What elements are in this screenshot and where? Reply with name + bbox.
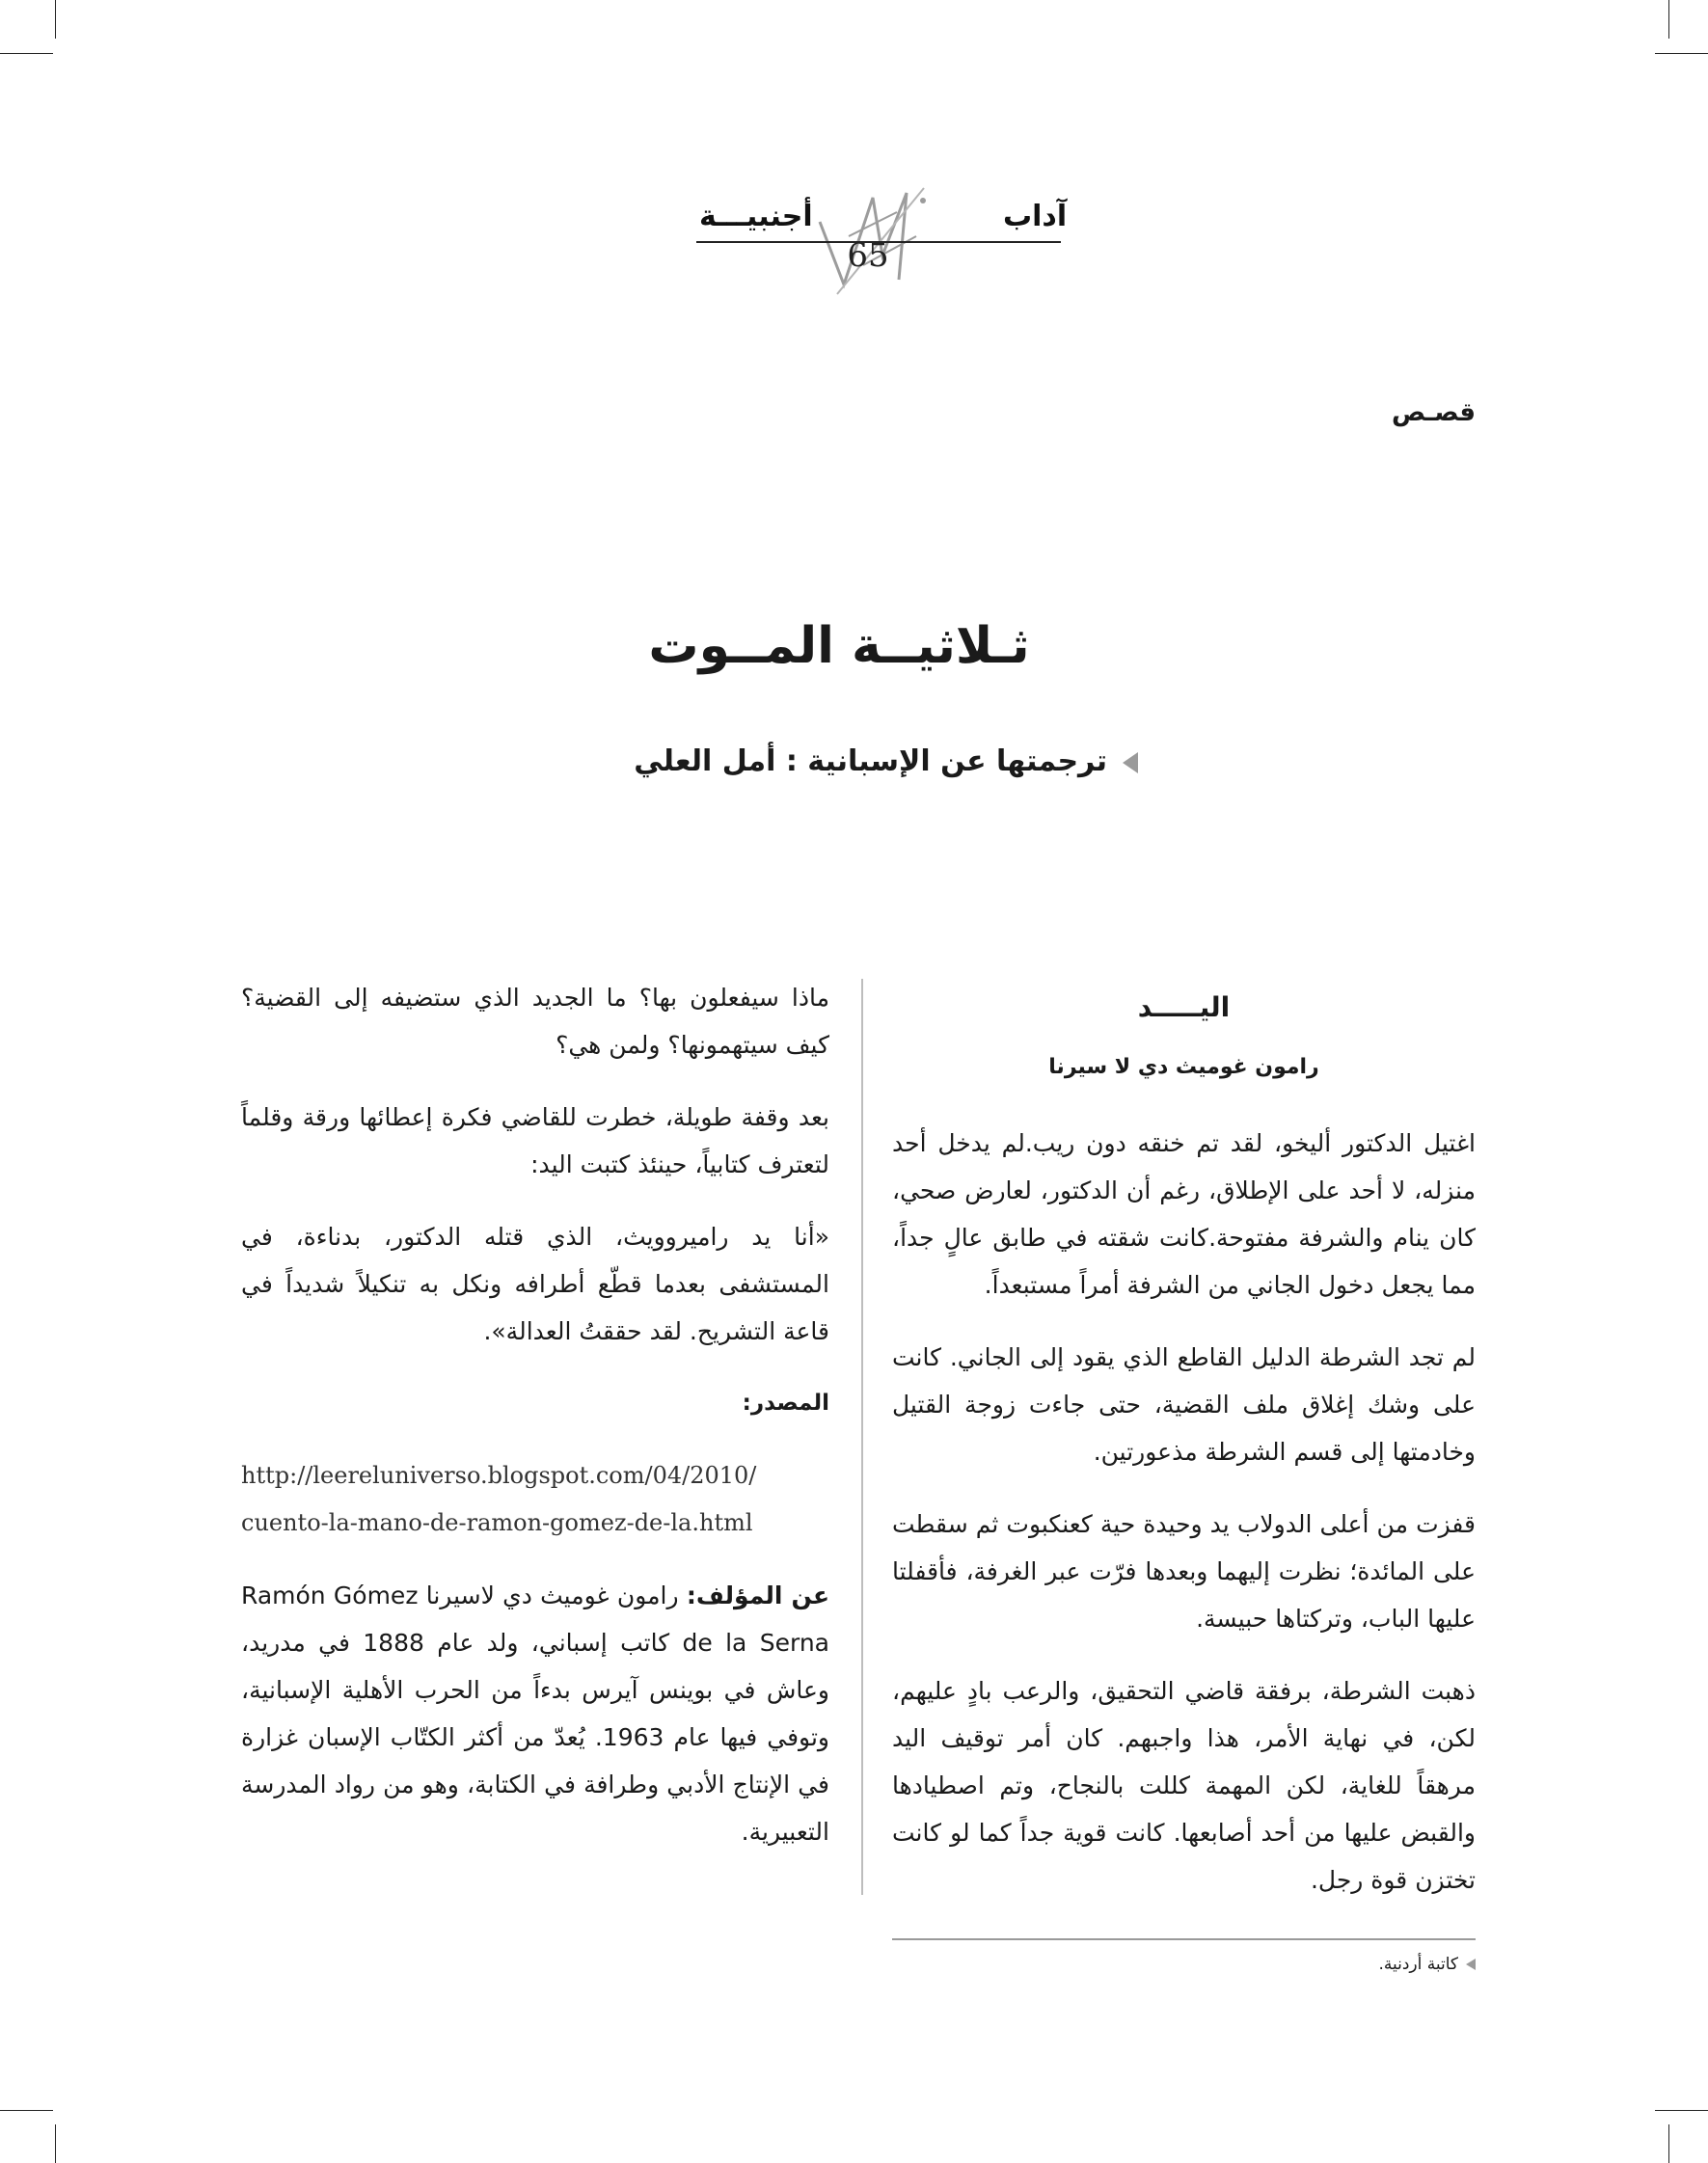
- crop-mark: [1668, 2124, 1669, 2163]
- page-number: 65: [847, 236, 889, 275]
- source-url-line: http://leereluniverso.blogspot.com/04/2010/: [241, 1462, 757, 1489]
- right-column: [892, 974, 1476, 1929]
- translator-text: ترجمتها عن الإسبانية : أمل العلي: [634, 744, 1107, 778]
- story-author: رامون غوميث دي لا سيرنا: [1048, 1055, 1319, 1079]
- crop-mark: [1655, 2110, 1708, 2111]
- about-author-text: رامون غوميث دي لاسيرنا Ramón Gómez de la Serna كاتب إسباني، ولد عام 1888 في مدريد، وعاش في بوينس آيرس بدءاً من الحرب الأهلية الإسبانية، وتوفي فيها عام 1963. يُعدّ من أكثر الكتّاب الإسبان غزارة في الإنتاج الأدبي وطرافة في الكتابة، وهو من رواد المدرسة التعبيرية.: [241, 1582, 829, 1846]
- paragraph: اغتيل الدكتور أليخو، لقد تم خنقه دون ريب.لم يدخل أحد منزله، لا أحد على الإطلاق، رغم أن الدكتور، لعارض صحي، كان ينام والشرفة مفتوحة.كانت شقته في طابق عالٍ جداً، مما يجعل دخول الجاني من الشرفة أمراً مستبعداً.: [892, 1129, 1476, 1299]
- source-url-line: cuento-la-mano-de-ramon-gomez-de-la.html: [241, 1509, 753, 1536]
- paragraph: قفزت من أعلى الدولاب يد وحيدة حية كعنكبوت ثم سقطت على المائدة؛ نظرت إليهما وبعدها فرّت عبر الغرفة، فأقفلتا عليها الباب، وتركتاها حبيسة.: [892, 1510, 1476, 1633]
- crop-mark: [0, 53, 53, 54]
- source-url[interactable]: [241, 1452, 829, 1547]
- left-column: [241, 974, 829, 1880]
- footnote: [1206, 1955, 1476, 1974]
- paragraph: ماذا سيفعلون بها؟ ما الجديد الذي ستضيفه إلى القضية؟ كيف سيتهمونها؟ ولمن هي؟: [241, 984, 829, 1059]
- story-title: اليـــــد: [1137, 991, 1231, 1023]
- section-label: قصـص: [1391, 398, 1476, 427]
- paragraph: ذهبت الشرطة، برفقة قاضي التحقيق، والرعب بادٍ عليهم، لكن، في نهاية الأمر، هذا واجبهم. كان أمر توقيف اليد مرهقاً للغاية، لكن المهمة كللت بالنجاح، وتم اصطيادها والقبض عليها من أحد أصابعها. كانت قوية جداً كما لو كانت تختزن قوة رجل.: [892, 1677, 1476, 1894]
- header-label-adab: آداب: [1003, 200, 1068, 233]
- footnote-rule: [892, 1938, 1476, 1940]
- crop-mark: [55, 2124, 56, 2163]
- footnote-text: كاتبة أردنية.: [1378, 1955, 1458, 1974]
- paragraph: «أنا يد راميروويث، الذي قتله الدكتور، بدناءة، في المستشفى بعدما قطّع أطرافه ونكل به تنكيلاً شديداً في قاعة التشريح. لقد حققتُ العدالة».: [241, 1223, 829, 1345]
- triangle-bullet-icon: [1123, 752, 1138, 773]
- translator-line: [540, 744, 1138, 778]
- about-author-label: عن المؤلف:: [686, 1582, 830, 1609]
- header-label-foreign: أجنبيـــة: [699, 200, 813, 233]
- paragraph: بعد وقفة طويلة، خطرت للقاضي فكرة إعطائها ورقة وقلماً لتعترف كتابياً، حينئذ كتبت اليد:: [241, 1103, 829, 1178]
- triangle-bullet-icon: [1466, 1959, 1476, 1970]
- column-divider: [861, 979, 863, 1895]
- crop-mark: [55, 0, 56, 39]
- source-label: المصدر:: [742, 1391, 829, 1416]
- about-author: [241, 1572, 829, 1855]
- page-title: ثـلاثيــة المــوت: [648, 617, 1030, 675]
- crop-mark: [1668, 0, 1669, 39]
- crop-mark: [0, 2110, 53, 2111]
- paragraph: لم تجد الشرطة الدليل القاطع الذي يقود إلى الجاني. كانت على وشك إغلاق ملف القضية، حتى جاءت زوجة القتيل وخادمتها إلى قسم الشرطة مذعورتين.: [892, 1343, 1476, 1466]
- crop-mark: [1655, 53, 1708, 54]
